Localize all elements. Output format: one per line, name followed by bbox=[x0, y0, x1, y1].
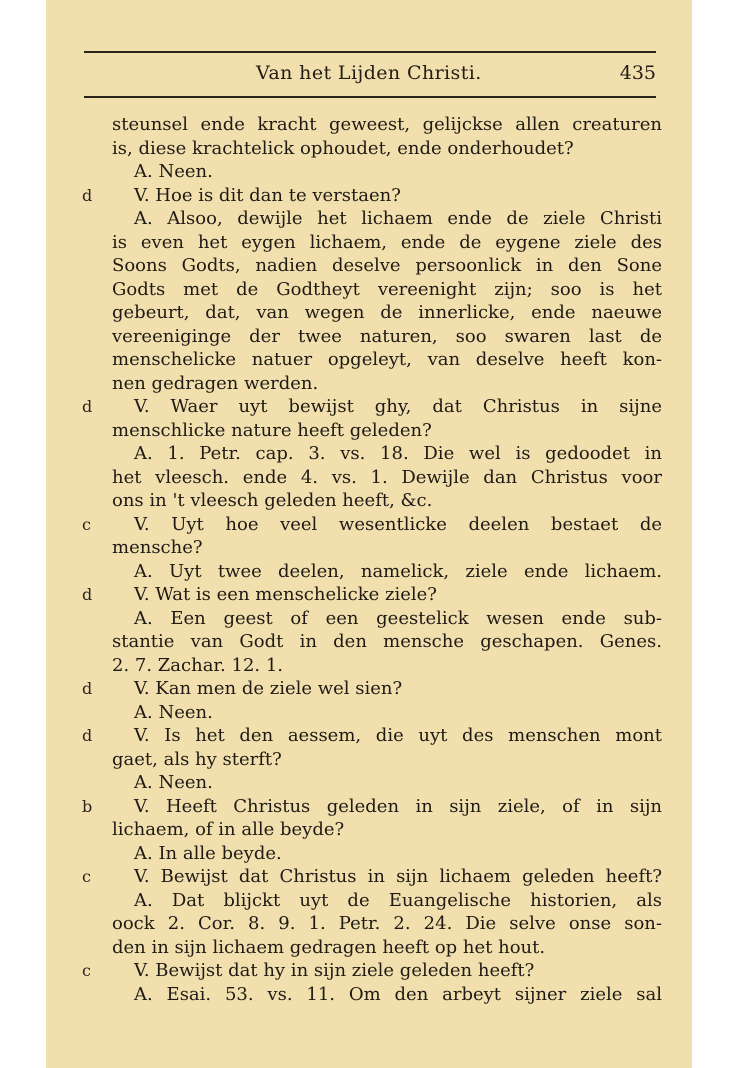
line-text: is even het eygen lichaem, ende de eygene ziele des bbox=[112, 231, 662, 253]
margin-marker: c bbox=[82, 514, 91, 534]
margin-marker: d bbox=[82, 185, 93, 205]
line-text: is, diese krachtelick ophoudet, ende onderhoudet? bbox=[112, 137, 574, 159]
line-text: A. Esai. 53. vs. 11. Om den arbeyt sijner ziele sal bbox=[134, 983, 662, 1005]
line-text: gaet, als hy sterft? bbox=[112, 748, 282, 770]
margin-marker: d bbox=[82, 397, 93, 416]
margin-marker: c bbox=[82, 961, 91, 980]
margin-marker: d bbox=[82, 726, 93, 745]
line-text: A. Neen. bbox=[134, 772, 213, 793]
line-text: oock 2. Cor. 8. 9. 1. Petr. 2. 24. Die selve onse son- bbox=[112, 913, 662, 934]
text-line bbox=[46, 630, 692, 654]
line-text: het vleesch. ende 4. vs. 1. Dewijle dan Christus voor bbox=[112, 466, 662, 488]
text-line bbox=[46, 442, 692, 466]
running-title: Van het Lijden Christi. bbox=[256, 62, 482, 84]
margin-marker: d bbox=[82, 585, 93, 604]
text-line bbox=[46, 536, 692, 560]
text-line bbox=[46, 912, 692, 936]
text-line bbox=[46, 959, 692, 983]
line-text: lichaem, of in alle beyde? bbox=[112, 819, 345, 840]
line-text: A. Alsoo, dewijle het lichaem ende de ziele Christi bbox=[134, 208, 662, 229]
line-text: vereeniginge der twee naturen, soo swaren last de bbox=[112, 325, 662, 347]
line-text: A. Een geest of een geestelick wesen ende sub- bbox=[134, 607, 662, 629]
text-line bbox=[46, 771, 692, 795]
header-rule-bottom bbox=[84, 96, 656, 98]
line-text: V. Waer uyt bewijst ghy, dat Christus in sijne bbox=[134, 396, 662, 417]
text-line bbox=[46, 348, 692, 372]
text-line bbox=[46, 184, 692, 208]
text-line bbox=[46, 113, 692, 137]
line-text: V. Hoe is dit dan te verstaen? bbox=[134, 184, 401, 206]
book-page bbox=[46, 0, 692, 1068]
text-line bbox=[46, 395, 692, 419]
running-header bbox=[84, 60, 656, 90]
text-line bbox=[46, 818, 692, 842]
text-line bbox=[46, 795, 692, 819]
line-text: V. Heeft Christus geleden in sijn ziele, of in sijn bbox=[134, 795, 662, 817]
line-text: stantie van Godt in den mensche geschapen. Genes. bbox=[112, 631, 662, 652]
text-line bbox=[46, 325, 692, 349]
body-text bbox=[46, 113, 692, 1006]
line-text: gebeurt, dat, van wegen de innerlicke, ende naeuwe bbox=[112, 302, 662, 323]
page-number: 435 bbox=[619, 62, 656, 84]
text-line bbox=[46, 466, 692, 490]
line-text: menschlicke nature heeft geleden? bbox=[112, 419, 432, 441]
line-text: A. 1. Petr. cap. 3. vs. 18. Die wel is gedoodet in bbox=[134, 443, 662, 464]
text-line bbox=[46, 701, 692, 725]
text-line bbox=[46, 137, 692, 161]
text-line bbox=[46, 160, 692, 184]
text-line bbox=[46, 607, 692, 631]
line-text: Soons Godts, nadien deselve persoonlick in den Sone bbox=[112, 255, 662, 276]
line-text: A. In alle beyde. bbox=[134, 842, 282, 864]
line-text: V. Bewijst dat Christus in sijn lichaem geleden heeft? bbox=[134, 866, 662, 887]
line-text: A. Neen. bbox=[134, 161, 213, 182]
text-line bbox=[46, 513, 692, 537]
text-line bbox=[46, 231, 692, 255]
text-line bbox=[46, 207, 692, 231]
line-text: V. Is het den aessem, die uyt des menschen mont bbox=[134, 725, 662, 746]
line-text: A. Dat blijckt uyt de Euangelische historien, als bbox=[134, 889, 662, 911]
line-text: steunsel ende kracht geweest, gelijckse allen creaturen bbox=[112, 114, 662, 135]
margin-marker: c bbox=[82, 867, 91, 886]
text-line bbox=[46, 865, 692, 889]
text-line bbox=[46, 278, 692, 302]
line-text: menschelicke natuer opgeleyt, van deselve heeft kon- bbox=[112, 349, 662, 370]
text-line bbox=[46, 301, 692, 325]
line-text: Godts met de Godtheyt vereenight zijn; soo is het bbox=[112, 278, 662, 300]
line-text: ons in 't vleesch geleden heeft, &c. bbox=[112, 490, 433, 511]
line-text: nen gedragen werden. bbox=[112, 372, 319, 394]
text-line bbox=[46, 677, 692, 701]
line-text: V. Bewijst dat hy in sijn ziele geleden heeft? bbox=[134, 960, 535, 981]
text-line bbox=[46, 372, 692, 396]
text-line bbox=[46, 583, 692, 607]
line-text: V. Uyt hoe veel wesentlicke deelen bestaet de bbox=[134, 513, 662, 535]
header-rule-top bbox=[84, 51, 656, 53]
text-line bbox=[46, 936, 692, 960]
text-line bbox=[46, 254, 692, 278]
margin-marker: d bbox=[82, 679, 93, 698]
line-text: V. Kan men de ziele wel sien? bbox=[134, 678, 403, 699]
text-line bbox=[46, 842, 692, 866]
line-text: 2. 7. Zachar. 12. 1. bbox=[112, 654, 284, 676]
text-line bbox=[46, 654, 692, 678]
line-text: A. Uyt twee deelen, namelick, ziele ende lichaem. bbox=[134, 560, 662, 582]
text-line bbox=[46, 983, 692, 1007]
text-line bbox=[46, 419, 692, 443]
margin-marker: b bbox=[82, 796, 93, 816]
line-text: V. Wat is een menschelicke ziele? bbox=[134, 584, 437, 605]
line-text: mensche? bbox=[112, 537, 203, 558]
text-line bbox=[46, 724, 692, 748]
text-line bbox=[46, 889, 692, 913]
line-text: A. Neen. bbox=[134, 701, 213, 723]
text-line bbox=[46, 560, 692, 584]
line-text: den in sijn lichaem gedragen heeft op het hout. bbox=[112, 936, 546, 958]
text-line bbox=[46, 748, 692, 772]
text-line bbox=[46, 489, 692, 513]
